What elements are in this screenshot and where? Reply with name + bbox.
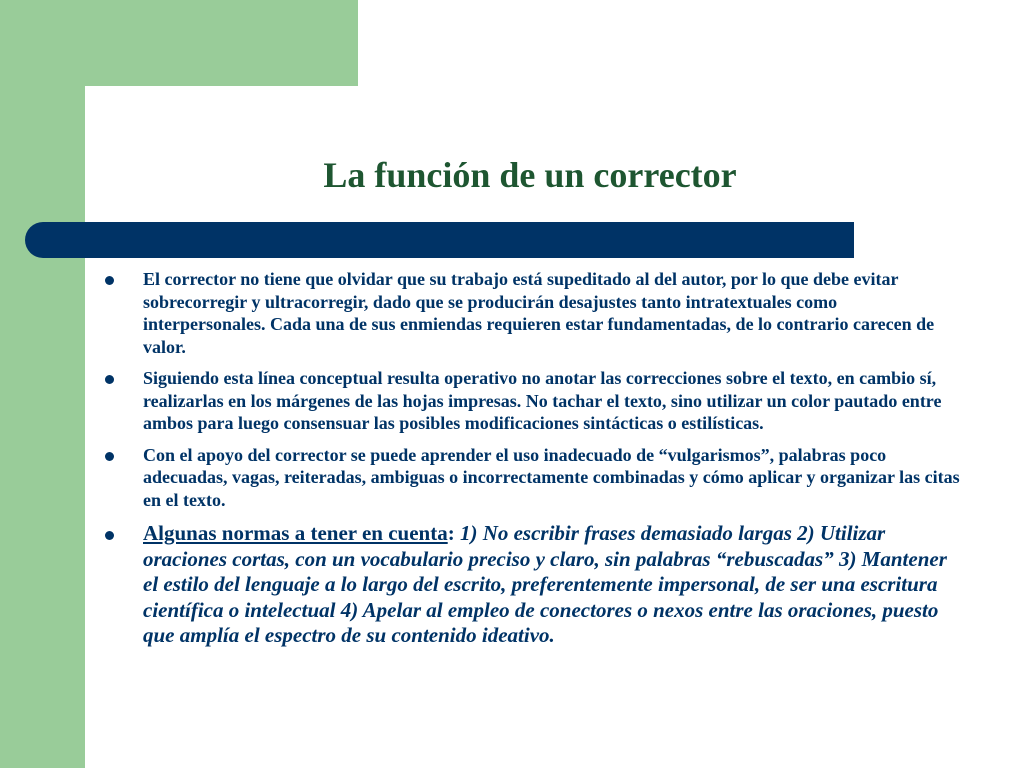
bullet-item	[100, 268, 960, 358]
norms-lead-text: Algunas normas a tener en cuenta	[143, 521, 448, 545]
slide-title: La función de un corrector	[323, 155, 737, 195]
norms-colon: :	[447, 521, 455, 545]
bullet-text: Siguiendo esta línea conceptual resulta operativo no anotar las correcciones sobre el texto, en cambio sí, realizarlas en los márgenes de las hojas impresas. No tachar el texto, sino utilizar un color pautado entre ambos para luego consensuar las posibles modificaciones sintácticas o estilísticas.	[143, 368, 942, 433]
bullet-dot-icon	[105, 452, 114, 461]
bullet-text: Con el apoyo del corrector se puede aprender el uso inadecuado de “vulgarismos”, palabras poco adecuadas, vagas, reiteradas, ambiguas o incorrectamente combinadas y cómo aplicar y organizar las citas en el texto.	[143, 444, 960, 510]
bullet-dot-icon	[105, 531, 114, 540]
bullet-item	[100, 367, 960, 435]
bullet-item-norms	[100, 521, 960, 649]
bullet-dot-icon	[105, 375, 114, 384]
norms-body-text: 1) No escribir frases demasiado largas 2) Utilizar oraciones cortas, con un vocabulario preciso y claro, sin palabras “rebuscadas” 3) Mantener el estilo del lenguaje a lo largo del escrito, preferentemente impersonal, de ser una escritura científica o intelectual 4) Apelar al empleo de conectores o nexos entre las oraciones, puesto que amplía el espectro de su contenido ideativo.	[143, 521, 947, 647]
bullet-dot-icon	[105, 276, 114, 285]
green-top-decoration	[0, 0, 358, 86]
bullet-text: El corrector no tiene que olvidar que su trabajo está supeditado al del autor, por lo que debe evitar sobrecorregir y ultracorregir, dado que se producirán desajustes tanto intratextuales como interpersonales. Cada una de sus enmiendas requieren estar fundamentadas, de lo contrario carecen de valor.	[143, 269, 935, 357]
green-sidebar-decoration	[0, 0, 85, 768]
title-divider-bar	[25, 222, 854, 258]
bullet-item	[100, 444, 960, 512]
bullet-list	[100, 268, 960, 649]
